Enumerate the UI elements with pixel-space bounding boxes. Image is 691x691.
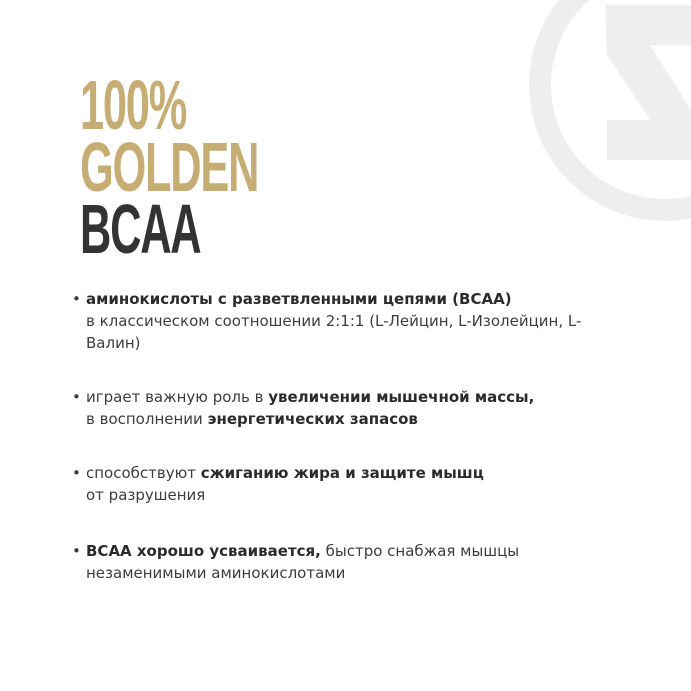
item-bold: увеличении мышечной массы, xyxy=(268,388,535,406)
item-text: от разрушения xyxy=(86,486,206,504)
item-bold: сжиганию жира и защите мышц xyxy=(200,464,484,482)
bullet-icon: • xyxy=(72,542,81,560)
item-text: быстро снабжая мышцы незаменимыми аминокислотами xyxy=(86,542,520,582)
list-item xyxy=(72,288,606,354)
title-line-2: GOLDEN xyxy=(80,128,259,206)
product-title xyxy=(80,66,367,268)
bullet-icon: • xyxy=(72,290,81,308)
item-text: в классическом соотношении 2:1:1 (L-Лейцин, L-Изолейцин, L-Валин) xyxy=(86,312,582,352)
title-line-3: BCAA xyxy=(80,190,201,268)
item-text: играет важную роль в xyxy=(86,388,269,406)
list-item xyxy=(72,386,534,430)
item-text: способствуют xyxy=(86,464,201,482)
item-bold: аминокислоты с разветвленными цепями (BCAA) xyxy=(86,290,512,308)
list-item xyxy=(72,540,556,584)
item-bold: энергетических запасов xyxy=(207,410,418,428)
bullet-icon: • xyxy=(72,388,81,406)
title-line-1: 100% xyxy=(80,66,187,144)
item-text: в восполнении xyxy=(86,410,208,428)
item-bold: BCAA хорошо усваивается, xyxy=(86,542,321,560)
bullet-icon: • xyxy=(72,464,81,482)
list-item xyxy=(72,462,484,506)
